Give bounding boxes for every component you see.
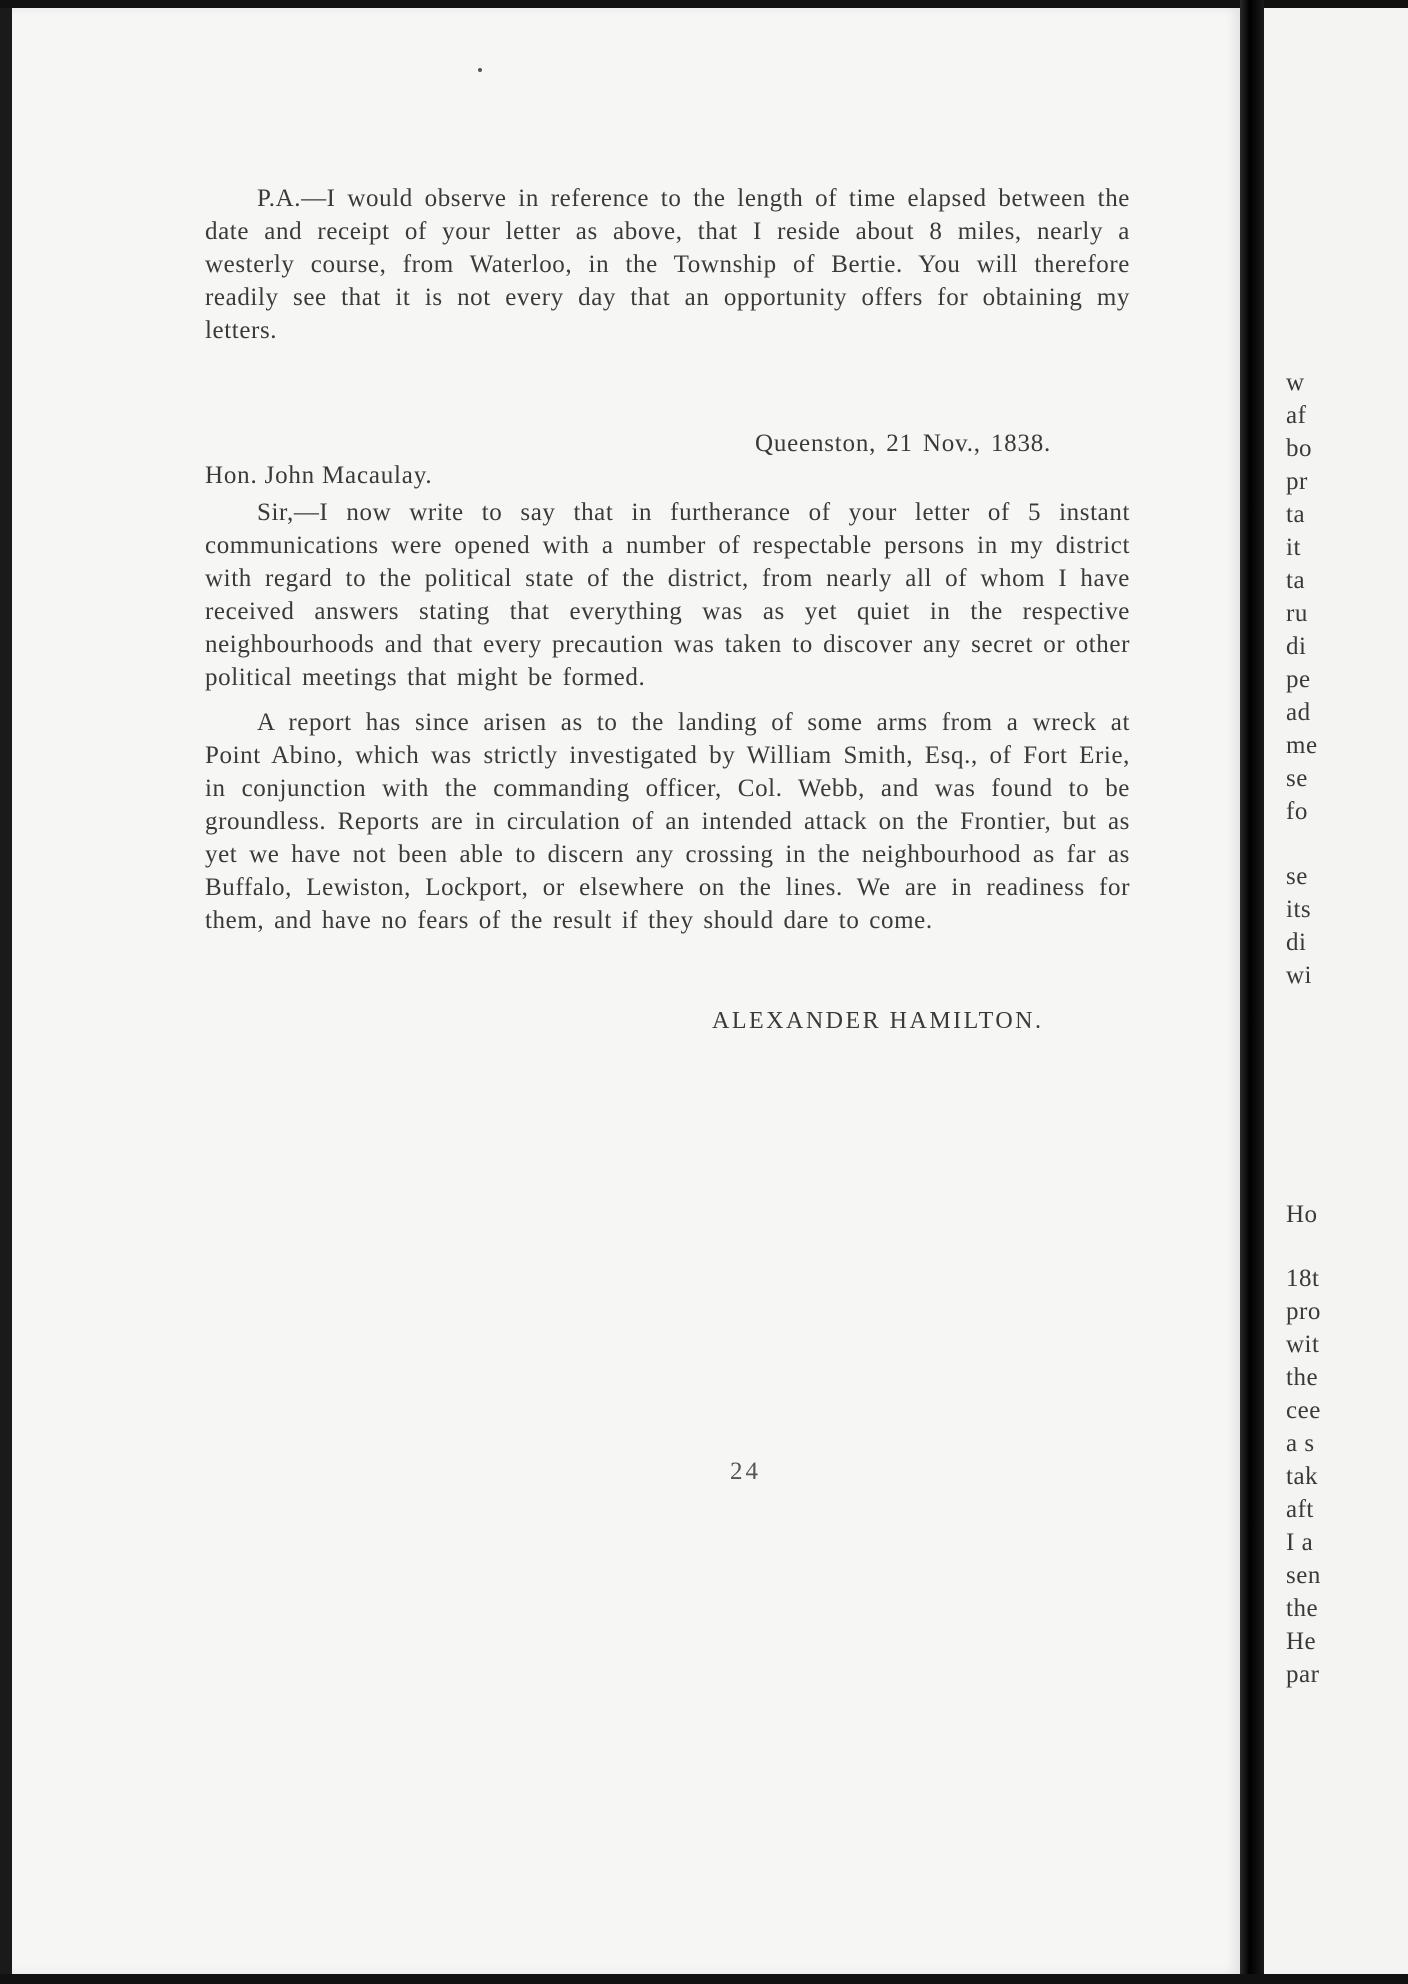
fragment-line: se xyxy=(1286,863,1308,890)
fragment-line: its xyxy=(1286,896,1312,923)
right-page-fragment xyxy=(1264,8,1408,1974)
fragment-line: tak xyxy=(1286,1463,1319,1490)
scan-bottom-edge xyxy=(0,1974,1408,1984)
right-page-heading xyxy=(1286,1198,1318,1231)
fragment-line: me xyxy=(1286,732,1318,759)
fragment-line: Ho xyxy=(1286,1201,1318,1228)
postscript-paragraph: P.A.—I would observe in reference to the length of time elapsed between the date and receipt of your letter as above, that I reside about 8 miles, nearly a westerly course, from Waterloo, in the Township of Bertie. You will therefore readily see that it is not every day that an opportunity offers for obtaining my letters. xyxy=(205,185,1130,344)
fragment-line: cee xyxy=(1286,1397,1321,1424)
scan-top-edge xyxy=(0,0,1408,8)
fragment-line: wit xyxy=(1286,1331,1320,1358)
right-page-column-a xyxy=(1286,366,1318,828)
fragment-line: se xyxy=(1286,765,1308,792)
postscript-block xyxy=(205,182,1130,347)
page-number: 24 xyxy=(730,1458,761,1485)
fragment-line: ru xyxy=(1286,600,1308,627)
fragment-line: pro xyxy=(1286,1298,1321,1325)
fragment-line: sen xyxy=(1286,1562,1321,1589)
fragment-line: aft xyxy=(1286,1496,1314,1523)
ink-speck xyxy=(478,68,482,72)
letter-paragraph: A report has since arisen as to the landing of some arms from a wreck at Point Abino, which was strictly investigated by William Smith, Esq., of Fort Erie, in conjunction with the commanding officer, Col. Webb, and was found to be groundless. Reports are in circulation of an intended attack on the Frontier, but as yet we have not been able to discern any crossing in the neighbourhood as far as Buffalo, Lewiston, Lockport, or elsewhere on the lines. We are in readiness for them, and have no fears of the result if they should dare to come. xyxy=(205,709,1130,934)
letter-body xyxy=(205,496,1130,937)
fragment-line: fo xyxy=(1286,798,1308,825)
fragment-line: 18t xyxy=(1286,1265,1320,1292)
fragment-line: w xyxy=(1286,369,1305,396)
letter-dateline: Queenston, 21 Nov., 1838. xyxy=(755,430,1052,457)
fragment-line: the xyxy=(1286,1364,1319,1391)
fragment-line: di xyxy=(1286,633,1307,660)
right-page-column-c xyxy=(1286,1262,1321,1691)
book-gutter xyxy=(1240,0,1264,1984)
fragment-line: I a xyxy=(1286,1529,1314,1556)
fragment-line: af xyxy=(1286,402,1307,429)
letter-salutation: Hon. John Macaulay. xyxy=(205,462,433,489)
fragment-line: ta xyxy=(1286,567,1306,594)
fragment-line: pr xyxy=(1286,468,1308,495)
fragment-line: it xyxy=(1286,534,1301,561)
right-page-column-b xyxy=(1286,860,1312,992)
letter-signature: ALEXANDER HAMILTON. xyxy=(712,1008,1044,1034)
fragment-line: wi xyxy=(1286,962,1312,989)
fragment-line: He xyxy=(1286,1628,1317,1655)
fragment-line: bo xyxy=(1286,435,1312,462)
fragment-line: ta xyxy=(1286,501,1306,528)
letter-paragraph: Sir,—I now write to say that in furtherance of your letter of 5 instant communications were opened with a number of respectable persons in my district with regard to the political state of the district, from nearly all of whom I have received answers stating that everything was as yet quiet in the respective neighbourhoods and that every precaution was taken to discover any secret or other political meetings that might be formed. xyxy=(205,499,1130,691)
fragment-line: di xyxy=(1286,929,1307,956)
fragment-line: par xyxy=(1286,1661,1320,1688)
fragment-line: a s xyxy=(1286,1430,1315,1457)
fragment-line: the xyxy=(1286,1595,1319,1622)
fragment-line: pe xyxy=(1286,666,1311,693)
fragment-line: ad xyxy=(1286,699,1311,726)
